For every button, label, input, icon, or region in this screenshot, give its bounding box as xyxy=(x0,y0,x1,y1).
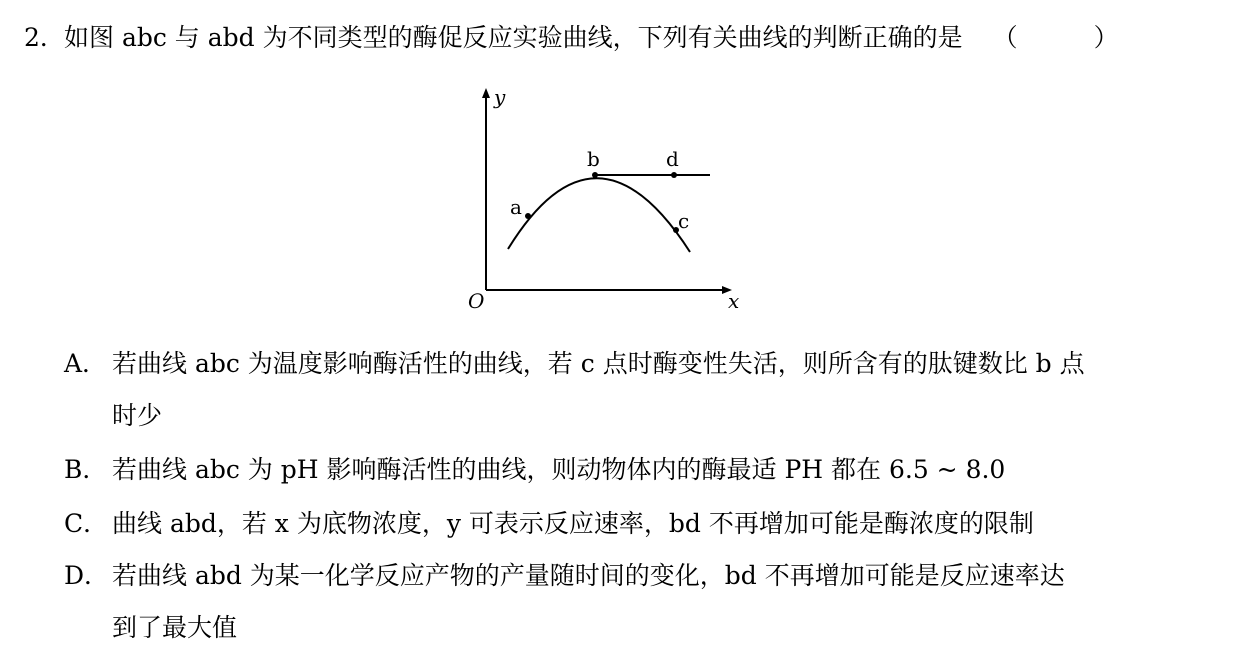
origin-label: O xyxy=(468,289,485,312)
option-d xyxy=(64,556,1065,596)
point-d-label: d xyxy=(666,147,679,171)
point-c-label: c xyxy=(678,209,690,233)
option-d-continued: 到了最大值 xyxy=(112,613,238,642)
point-b-marker xyxy=(592,172,598,178)
point-b-label: b xyxy=(587,147,600,171)
option-a xyxy=(64,344,1085,384)
answer-paren xyxy=(993,18,1119,58)
y-axis-arrow xyxy=(482,88,490,98)
point-a-label: a xyxy=(510,195,522,219)
option-d-text: 若曲线 abd 为某一化学反应产物的产量随时间的变化，bd 不再增加可能是反应速率达 xyxy=(112,561,1065,590)
option-b-letter: B． xyxy=(64,455,108,484)
option-c-letter: C． xyxy=(64,509,109,538)
paren-close: ） xyxy=(1093,23,1119,52)
question-stem xyxy=(24,18,1119,58)
y-axis-label: y xyxy=(494,85,506,109)
option-b-text: 若曲线 abc 为 pH 影响酶活性的曲线，则动物体内的酶最适 PH 都在 6.5 ~ 8.0 xyxy=(112,455,1006,484)
enzyme-curve-figure xyxy=(458,82,758,312)
option-a-letter: A． xyxy=(64,349,108,378)
paren-open: （ xyxy=(992,23,1018,52)
point-a-marker xyxy=(525,213,531,219)
option-c-text: 曲线 abd，若 x 为底物浓度，y 可表示反应速率，bd 不再增加可能是酶浓度的限制 xyxy=(112,509,1034,538)
x-axis-label: x xyxy=(728,289,740,312)
option-c xyxy=(64,504,1034,544)
option-a-continued: 时少 xyxy=(112,401,163,430)
curve-abc xyxy=(508,178,690,252)
option-d-letter: D． xyxy=(64,561,110,590)
point-d-marker xyxy=(671,172,677,178)
question-text: 如图 abc 与 abd 为不同类型的酶促反应实验曲线，下列有关曲线的判断正确的是 xyxy=(64,23,963,52)
option-b xyxy=(64,450,1005,490)
curve-diagram xyxy=(458,82,758,312)
question-number: 2． xyxy=(24,23,65,52)
option-a-text: 若曲线 abc 为温度影响酶活性的曲线，若 c 点时酶变性失活，则所含有的肽键数比 b 点 xyxy=(112,349,1085,378)
